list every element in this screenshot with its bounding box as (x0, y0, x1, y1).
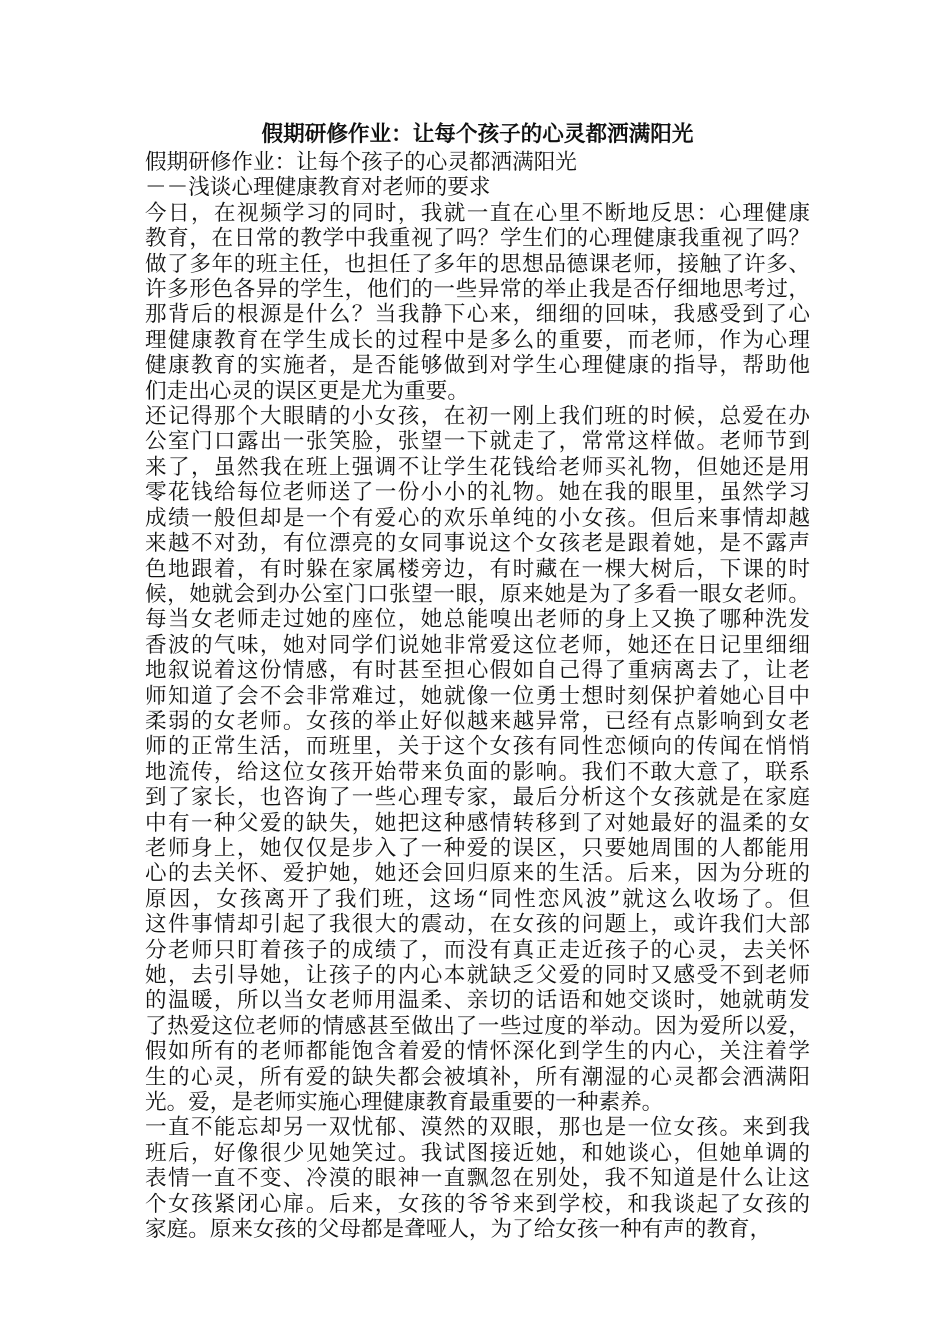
text-line: 做了多年的班主任，也担任了多年的思想品德课老师，接触了许多、 (145, 251, 810, 277)
text-line: 还记得那个大眼睛的小女孩，在初一刚上我们班的时候，总爱在办 (145, 404, 810, 430)
text-line: 成绩一般但却是一个有爱心的欢乐单纯的小女孩。但后来事情却越 (145, 505, 810, 531)
paragraph (145, 1115, 810, 1242)
text-line: 来了，虽然我在班上强调不让学生花钱给老师买礼物，但她还是用 (145, 454, 810, 480)
text-line: 候，她就会到办公室门口张望一眼，原来她是为了多看一眼女老师。 (145, 581, 810, 607)
paragraph-list (145, 201, 810, 1243)
text-line: 每当女老师走过她的座位，她总能嗅出老师的身上又换了哪种洗发 (145, 607, 810, 633)
text-line: 来越不对劲，有位漂亮的女同事说这个女孩老是跟着她，是不露声 (145, 531, 810, 557)
text-line: 假如所有的老师都能饱含着爱的情怀深化到学生的内心，关注着学 (145, 1039, 810, 1065)
text-line: 到了家长，也咨询了一些心理专家，最后分析这个女孩就是在家庭 (145, 785, 810, 811)
text-line: 原因，女孩离开了我们班，这场“同性恋风波”就这么收场了。但 (145, 886, 810, 912)
text-line: 生的心灵，所有爱的缺失都会被填补，所有潮湿的心灵都会洒满阳 (145, 1064, 810, 1090)
text-line: 们走出心灵的误区更是尤为重要。 (145, 378, 469, 404)
text-line: 心的去关怀、爱护她，她还会回归原来的生活。后来，因为分班的 (145, 861, 810, 887)
text-line: 今日，在视频学习的同时，我就一直在心里不断地反思：心理健康 (145, 200, 810, 226)
text-line: 健康教育的实施者，是否能够做到对学生心理健康的指导，帮助他 (145, 353, 810, 379)
text-line: 了热爱这位老师的情感甚至做出了一些过度的举动。因为爱所以爱， (145, 1013, 810, 1039)
text-line: 家庭。原来女孩的父母都是聋哑人，为了给女孩一种有声的教育， (145, 1217, 772, 1243)
text-line: 许多形色各异的学生，他们的一些异常的举止我是否仔细地思考过， (145, 277, 810, 303)
text-line: 分老师只盯着孩子的成绩了，而没有真正走近孩子的心灵，去关怀 (145, 937, 810, 963)
text-line: 表情一直不变、冷漠的眼神一直飘忽在别处，我不知道是什么让这 (145, 1166, 810, 1192)
text-line: 香波的气味，她对同学们说她非常爱这位老师，她还在日记里细细 (145, 632, 810, 658)
text-line: 个女孩紧闭心扉。后来，女孩的爷爷来到学校，和我谈起了女孩的 (145, 1191, 810, 1217)
document-body (145, 120, 810, 1242)
text-line: 地流传，给这位女孩开始带来负面的影响。我们不敢大意了，联系 (145, 759, 810, 785)
text-line: 一直不能忘却另一双忧郁、漠然的双眼，那也是一位女孩。来到我 (145, 1115, 810, 1141)
text-line: 这件事情却引起了我很大的震动，在女孩的问题上，或许我们大部 (145, 912, 810, 938)
text-line: 师的正常生活，而班里，关于这个女孩有同性恋倾向的传闻在悄悄 (145, 734, 810, 760)
text-line: 光。爱，是老师实施心理健康教育最重要的一种素养。 (145, 1090, 664, 1116)
paragraph (145, 201, 810, 404)
text-line: 那背后的根源是什么？当我静下心来，细细的回味，我感受到了心 (145, 302, 810, 328)
text-line: 她，去引导她，让孩子的内心本就缺乏父爱的同时又感受不到老师 (145, 963, 810, 988)
text-line: 班后，好像很少见她笑过。我试图接近她，和她谈心，但她单调的 (145, 1140, 810, 1166)
text-line: 理健康教育在学生成长的过程中是多么的重要，而老师，作为心理 (145, 327, 810, 353)
text-line: 老师身上，她仅仅是步入了一种爱的误区，只要她周围的人都能用 (145, 835, 810, 861)
document-subtitle-secondary: －－浅谈心理健康教育对老师的要求 (145, 175, 491, 201)
document-subtitle: 假期研修作业：让每个孩子的心灵都洒满阳光 (145, 150, 577, 175)
text-line: 公室门口露出一张笑脸，张望一下就走了，常常这样做。老师节到 (145, 429, 810, 455)
text-line: 师知道了会不会非常难过，她就像一位勇士想时刻保护着她心目中 (145, 683, 810, 709)
text-line: 柔弱的女老师。女孩的举止好似越来越异常，已经有点影响到女老 (145, 708, 810, 734)
text-line: 地叙说着这份情感，有时甚至担心假如自己得了重病离去了，让老 (145, 658, 810, 684)
text-line: 中有一种父爱的缺失，她把这种感情转移到了对她最好的温柔的女 (145, 810, 810, 836)
document-title: 假期研修作业：让每个孩子的心灵都洒满阳光 (261, 122, 694, 147)
text-line: 零花钱给每位老师送了一份小小的礼物。她在我的眼里，虽然学习 (145, 480, 810, 506)
text-line: 教育，在日常的教学中我重视了吗？学生们的心理健康我重视了吗？ (145, 226, 810, 252)
text-line: 的温暖，所以当女老师用温柔、亲切的话语和她交谈时，她就萌发 (145, 988, 810, 1014)
text-line: 色地跟着，有时躲在家属楼旁边，有时藏在一棵大树后，下课的时 (145, 556, 810, 582)
paragraph (145, 404, 810, 1115)
